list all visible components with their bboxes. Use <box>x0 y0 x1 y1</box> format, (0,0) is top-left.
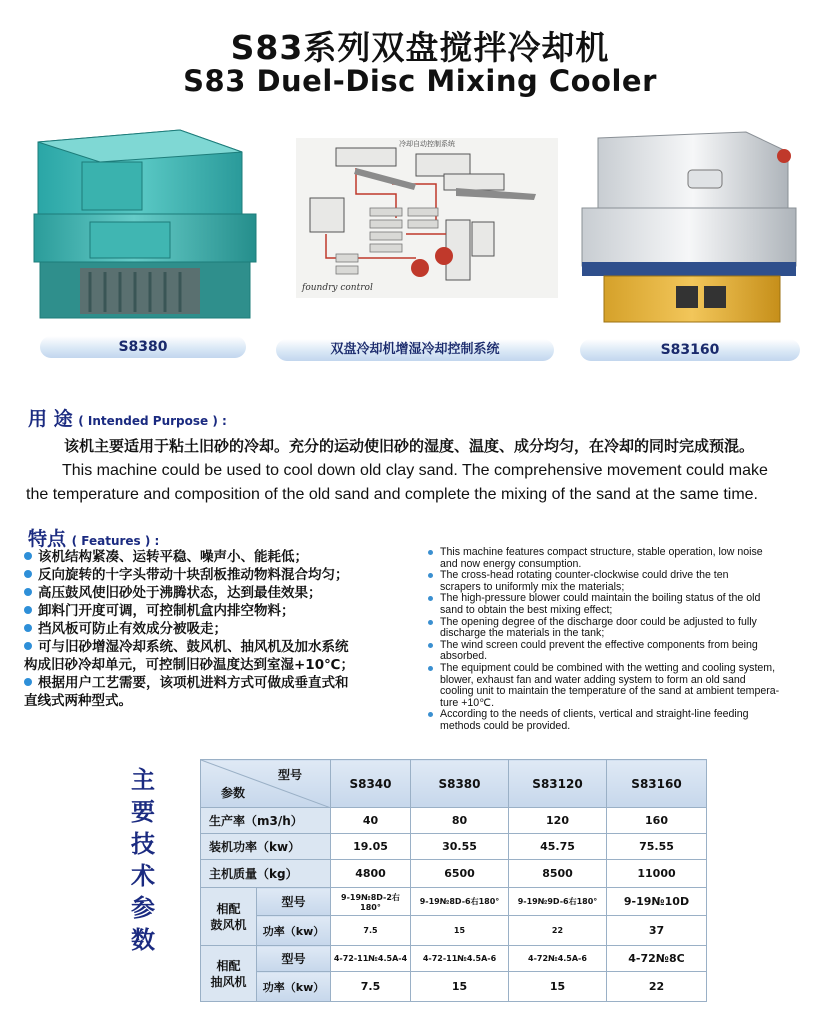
bullet-icon <box>24 642 32 650</box>
table-cell: 4-72№8C <box>607 946 707 972</box>
feature-item-en: According to the needs of clients, vertical and straight-line feeding methods could be provided. <box>426 709 821 732</box>
purpose-heading <box>28 404 227 431</box>
table-cell: 22 <box>509 916 607 946</box>
feature-item-cn: 高压鼓风使旧砂处于沸腾状态，达到最佳效果； <box>24 584 422 602</box>
blower-model-label: 型号 <box>257 888 331 916</box>
feature-item-en: The opening degree of the discharge door could be adjusted to fully discharge the materials in the tank; <box>426 617 821 640</box>
table-cell: 4-72-11№4.5A-6 <box>411 946 509 972</box>
table-cell: 8500 <box>509 860 607 888</box>
table-row <box>201 888 707 916</box>
purpose-text-cn: 该机主要适用于粘土旧砂的冷却。充分的运动使旧砂的湿度、温度、成分均匀，在冷却的同时完成预混。 <box>64 437 755 455</box>
table-row <box>201 946 707 972</box>
table-cell: 9-19№8D-2右180° <box>331 888 411 916</box>
model-header: S83120 <box>509 760 607 808</box>
feature-item-en: The cross-head rotating counter-clockwise could drive the ten scrapers to uniformly mix the materials; <box>426 570 821 593</box>
row-label: 主机质量（kg） <box>201 860 331 888</box>
exhaust-model-label: 型号 <box>257 946 331 972</box>
s83160-caption: S83160 <box>580 339 800 361</box>
table-cell: 11000 <box>607 860 707 888</box>
exhaust-power-label: 功率（kw） <box>257 972 331 1002</box>
table-header-row <box>201 760 707 808</box>
s8380-caption: S8380 <box>40 336 246 358</box>
bullet-icon <box>24 606 32 614</box>
bullet-icon <box>428 573 433 578</box>
bullet-icon <box>428 712 433 717</box>
spec-table <box>200 759 707 1002</box>
feature-item-cn: 该机结构紧凑、运转平稳、噪声小、能耗低； <box>24 548 422 566</box>
model-header: S8340 <box>331 760 411 808</box>
table-row <box>201 860 707 888</box>
table-cell: 9-19№9D-6右180° <box>509 888 607 916</box>
table-cell: 9-19№8D-6右180° <box>411 888 509 916</box>
features-heading <box>28 524 159 551</box>
table-cell: 7.5 <box>331 972 411 1002</box>
feature-item-cn: 可与旧砂增湿冷却系统、鼓风机、抽风机及加水系统 构成旧砂冷却单元，可控制旧砂温度达到室湿+10℃； <box>24 639 354 673</box>
features-heading-cn: 特点 <box>28 528 67 550</box>
purpose-heading-cn: 用 途 <box>28 408 73 430</box>
feature-item-cn: 根据用户工艺需要，该项机进料方式可做成垂直式和 直线式两种型式。 <box>24 675 349 709</box>
features-list-cn <box>24 548 422 710</box>
bullet-icon <box>428 596 433 601</box>
bullet-icon <box>428 643 433 648</box>
purpose-text-en-2: the temperature and composition of the old sand and complete the mixing of the sand at the same time. <box>26 486 758 503</box>
blower-power-label: 功率（kw） <box>257 916 331 946</box>
bullet-icon <box>428 666 433 671</box>
s8380-photo <box>30 126 262 326</box>
exhaust-group-label: 相配 抽风机 <box>201 946 257 1002</box>
bullet-icon <box>428 550 433 555</box>
bullet-icon <box>428 620 433 625</box>
table-corner-cell <box>201 760 331 808</box>
feature-item-cn: 挡风板可防止有效成分被吸走； <box>24 620 422 638</box>
table-cell: 30.55 <box>411 834 509 860</box>
corner-model-label: 型号 <box>277 768 302 782</box>
feature-item-en: This machine features compact structure, stable operation, low noise and now energy consumption. <box>426 547 821 570</box>
bullet-icon <box>24 570 32 578</box>
table-cell: 15 <box>411 972 509 1002</box>
table-cell: 15 <box>509 972 607 1002</box>
table-cell: 160 <box>607 808 707 834</box>
table-cell: 45.75 <box>509 834 607 860</box>
purpose-text-en-1: This machine could be used to cool down old clay sand. The comprehensive movement could make <box>62 462 768 479</box>
table-cell: 37 <box>607 916 707 946</box>
diagram-footer: foundry control <box>302 283 373 293</box>
s83160-photo <box>576 128 806 328</box>
feature-item-en: The equipment could be combined with the wetting and cooling system, blower, exhaust fan and water adding system to form an old sand cooling unit to maintain the temperature of the sand at ambient tempera- ture +10℃. <box>426 663 821 709</box>
purpose-heading-en: ( Intended Purpose ) : <box>78 414 227 428</box>
table-row <box>201 972 707 1002</box>
table-cell: 15 <box>411 916 509 946</box>
model-header: S8380 <box>411 760 509 808</box>
page-title-cn: S83系列双盘搅拌冷却机 <box>230 28 610 67</box>
features-heading-en: ( Features ) : <box>71 534 160 548</box>
corner-param-label: 参数 <box>221 786 246 800</box>
feature-item-en: The wind screen could prevent the effective components from being absorbed. <box>426 640 821 663</box>
page-title-en: S83 Duel-Disc Mixing Cooler <box>183 64 657 98</box>
row-label: 生产率（m3/h） <box>201 808 331 834</box>
bullet-icon <box>24 624 32 632</box>
table-cell: 9-19№10D <box>607 888 707 916</box>
table-cell: 40 <box>331 808 411 834</box>
table-cell: 4800 <box>331 860 411 888</box>
features-list-en <box>426 547 821 733</box>
specs-vertical-title: 主 要 技 术 参 数 <box>131 766 155 954</box>
table-cell: 4-72№4.5A-6 <box>509 946 607 972</box>
table-row <box>201 808 707 834</box>
bullet-icon <box>24 588 32 596</box>
table-cell: 80 <box>411 808 509 834</box>
model-header: S83160 <box>607 760 707 808</box>
control-system-caption: 双盘冷却机增湿冷却控制系统 <box>276 339 554 361</box>
table-cell: 7.5 <box>331 916 411 946</box>
control-system-diagram <box>296 138 558 298</box>
table-cell: 120 <box>509 808 607 834</box>
table-cell: 22 <box>607 972 707 1002</box>
table-cell: 4-72-11№4.5A-4 <box>331 946 411 972</box>
feature-item-cn: 反向旋转的十字头带动十块刮板推动物料混合均匀； <box>24 566 422 584</box>
feature-item-en: The high-pressure blower could maintain the boiling status of the old sand to obtain the best mixing effect; <box>426 593 821 616</box>
table-cell: 75.55 <box>607 834 707 860</box>
blower-group-label: 相配 鼓风机 <box>201 888 257 946</box>
table-cell: 19.05 <box>331 834 411 860</box>
table-cell: 6500 <box>411 860 509 888</box>
table-row <box>201 916 707 946</box>
diagram-title: 冷却自动控制系统 <box>399 140 455 148</box>
row-label: 装机功率（kw） <box>201 834 331 860</box>
bullet-icon <box>24 552 32 560</box>
feature-item-cn: 卸料门开度可调，可控制机盒内排空物料； <box>24 602 422 620</box>
table-row <box>201 834 707 860</box>
bullet-icon <box>24 678 32 686</box>
